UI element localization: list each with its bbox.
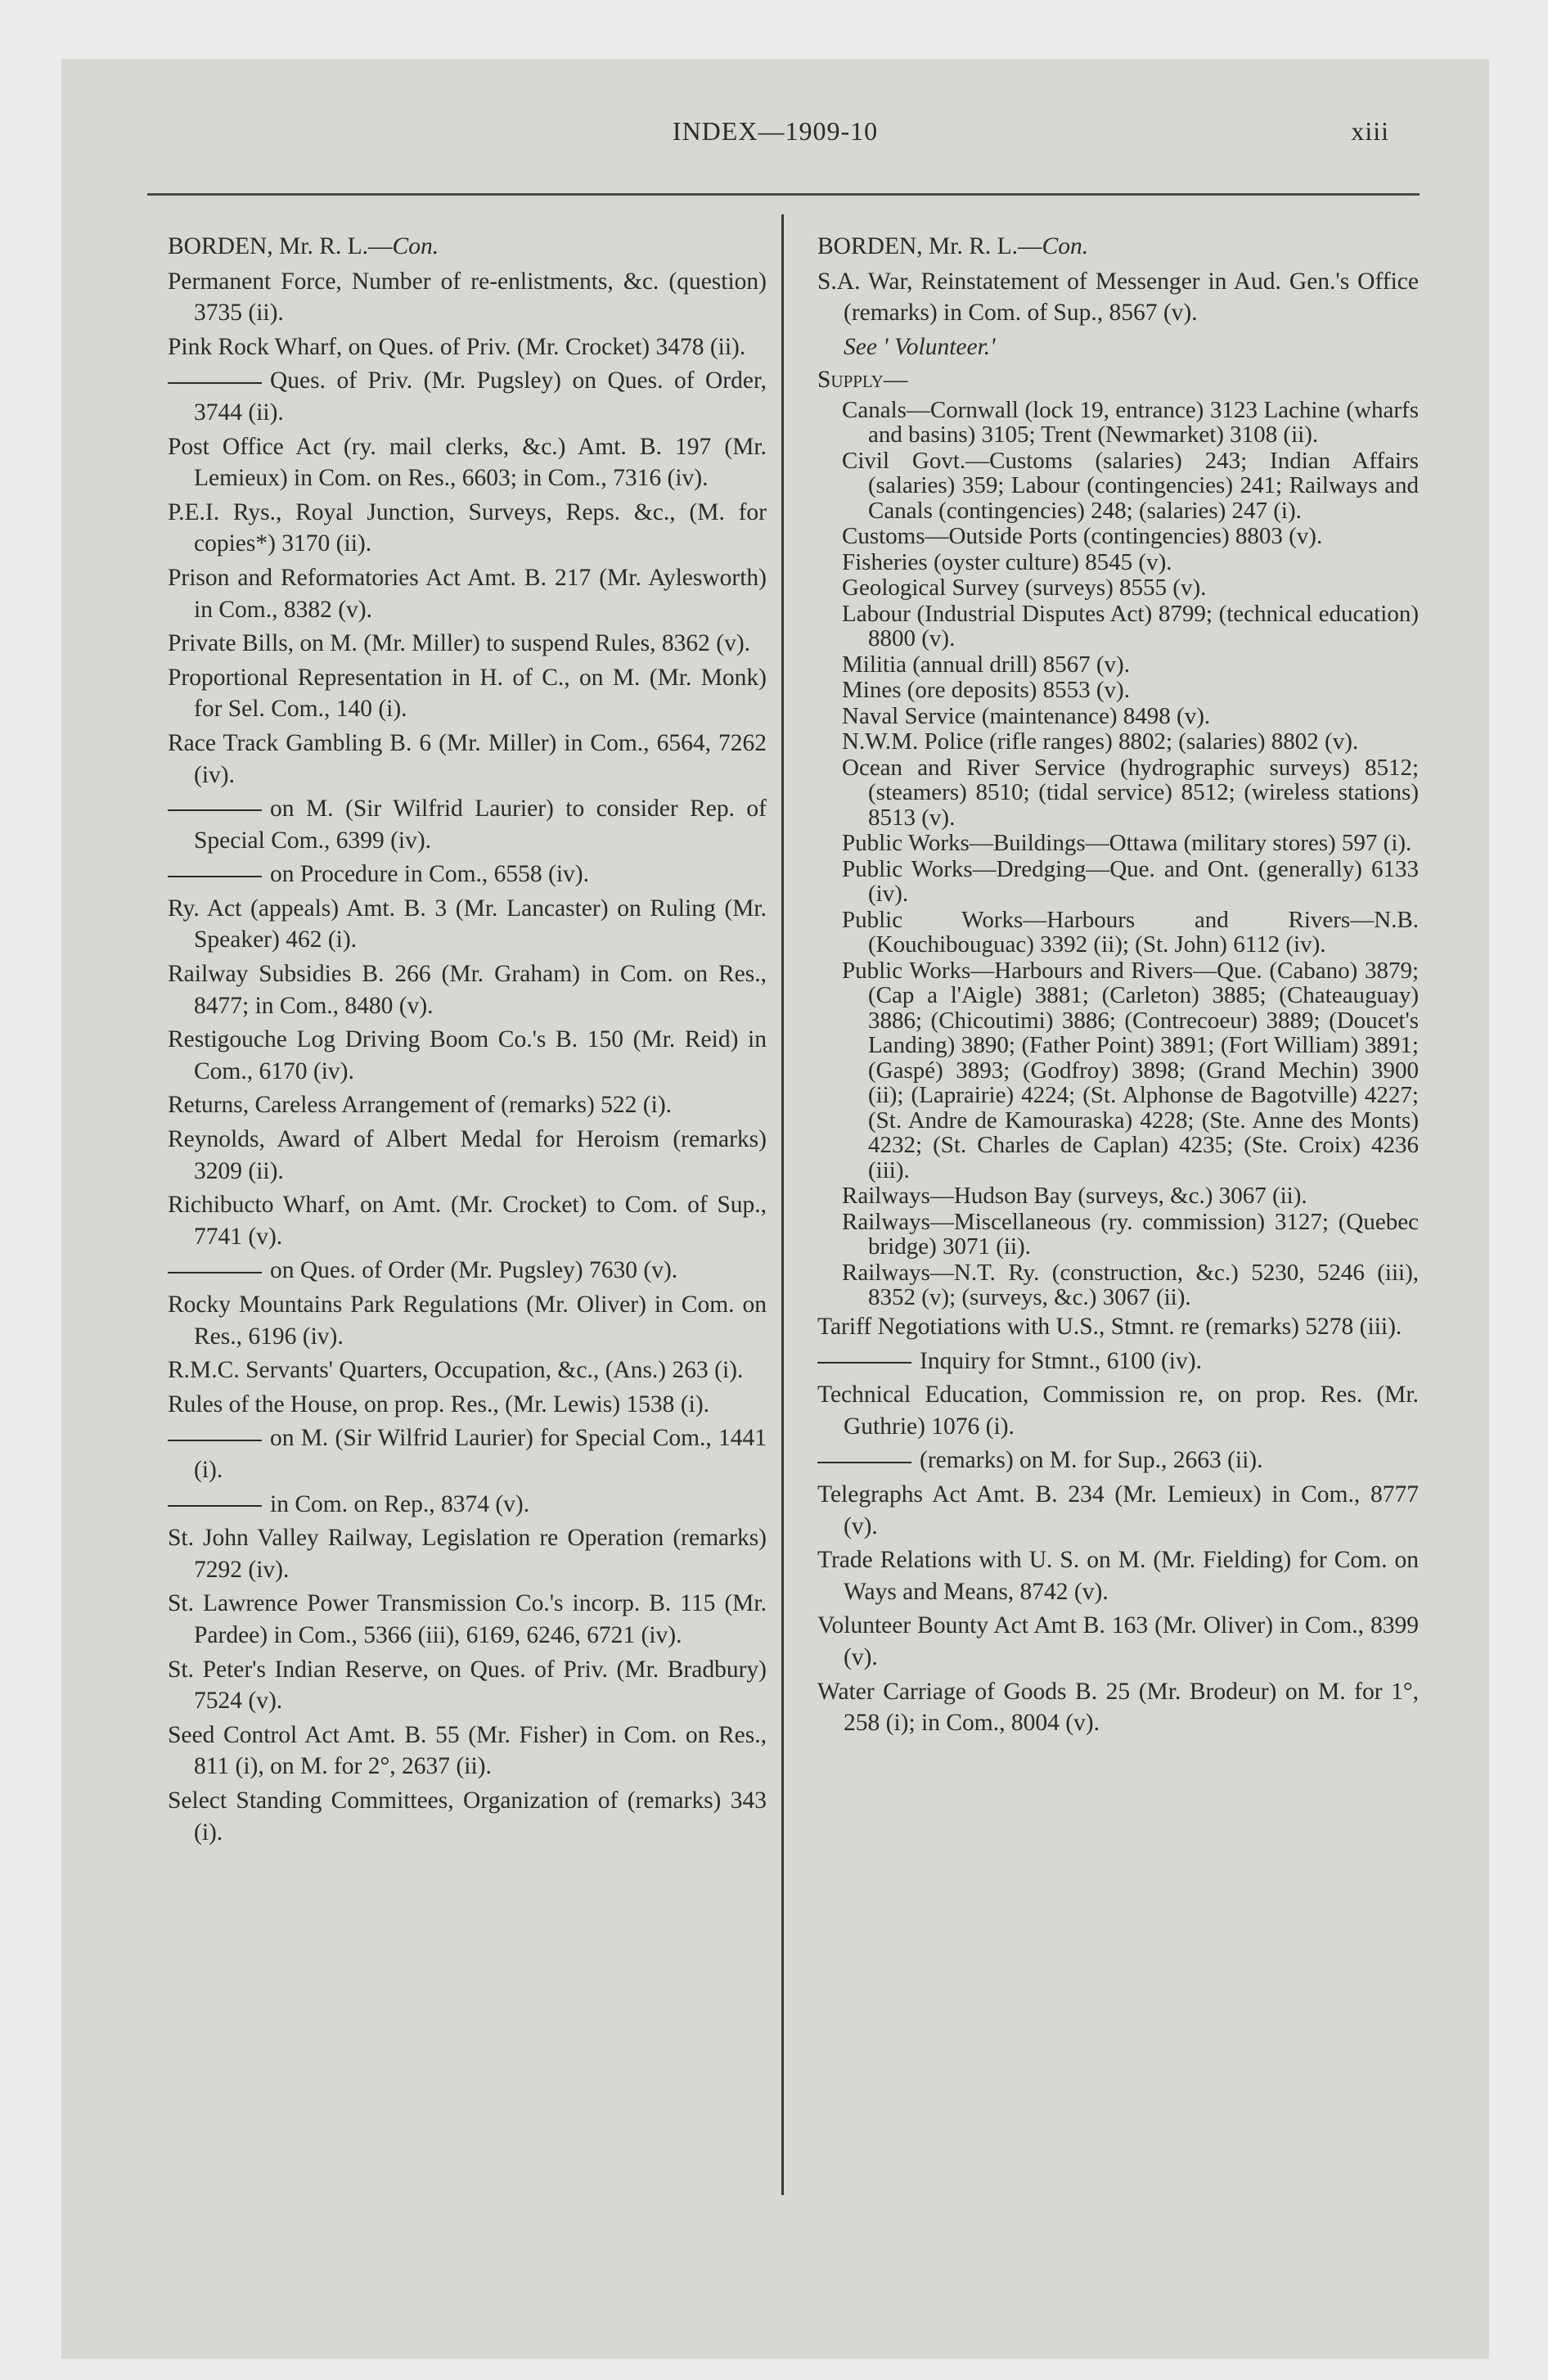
index-entry: [168, 1785, 767, 1848]
entry-text: in Com. on Rep., 8374 (v).: [270, 1490, 530, 1517]
entry-text: Volunteer Bounty Act Amt B. 163 (Mr. Oliver) in Com., 8399 (v).: [817, 1612, 1419, 1670]
index-entry: [817, 1379, 1419, 1442]
index-entry: [168, 1289, 767, 1352]
index-entry: [168, 662, 767, 725]
index-entry: [168, 331, 767, 363]
entry-text: Returns, Careless Arrangement of (remarks) 522 (i).: [168, 1092, 673, 1119]
right-column: [817, 231, 1419, 1742]
entry-text: on M. (Sir Wilfrid Laurier) for Special Com., 1441 (i).: [194, 1425, 767, 1483]
entry-text: Restigouche Log Driving Boom Co.'s B. 150 (Mr. Reid) in Com., 6170 (iv).: [168, 1026, 767, 1084]
supply-entry: Naval Service (maintenance) 8498 (v).: [842, 702, 1211, 729]
supply-entry: Customs—Outside Ports (contingencies) 8803 (v).: [842, 523, 1323, 550]
entry-text: Post Office Act (ry. mail clerks, &c.) Amt. B. 197 (Mr. Lemieux) in Com. on Res., 6603; in Com., 7316 (iv).: [168, 433, 767, 492]
repeat-dash: [168, 1440, 262, 1441]
see-reference: See ' Volunteer.': [844, 333, 996, 360]
index-page: [61, 59, 1489, 2359]
index-entry: [168, 1089, 767, 1121]
supply-entry: Public Works—Buildings—Ottawa (military stores) 597 (i).: [842, 830, 1412, 857]
index-entry: [168, 1522, 767, 1585]
entry-text: Pink Rock Wharf, on Ques. of Priv. (Mr. Crocket) 3478 (ii).: [168, 333, 746, 360]
entry-text: Inquiry for Stmnt., 6100 (iv).: [920, 1347, 1202, 1374]
index-entry: [168, 266, 767, 329]
entry-text: on Ques. of Order (Mr. Pugsley) 7630 (v).: [270, 1257, 678, 1284]
index-entry: [817, 1676, 1419, 1739]
index-entry: [168, 893, 767, 956]
supply-entry-list: [817, 398, 1419, 1310]
entry-text: Seed Control Act Amt. B. 55 (Mr. Fisher) in Com. on Res., 811 (i), on M. for 2°, 2637 (ii).: [168, 1721, 767, 1780]
repeat-dash: [168, 1505, 262, 1507]
header-rule: [147, 193, 1420, 196]
entry-text: St. Lawrence Power Transmission Co.'s incorp. B. 115 (Mr. Pardee) in Com., 5366 (iii), 6169, 6246, 6721 (iv).: [168, 1590, 767, 1648]
supply-heading: Supply—: [817, 367, 908, 394]
index-subentry: [817, 1346, 1419, 1377]
page-title: INDEX—1909-10: [672, 116, 879, 146]
index-entry: [168, 1389, 767, 1421]
supply-entry: Public Works—Harbours and Rivers—Que. (Cabano) 3879; (Cap a l'Aigle) 3881; (Carleton) 3885; (Chateauguay) 3886; (Chicoutimi) 3886; (Contrecoeur) 3889; (Doucet's Landing) 3890; (Father Point) 3891; (Fort William) 3891; (Gaspé) 3893; (Godfroy) 3898; (Grand Mechin) 3900 (ii); (Laprairie) 4224; (St. Alphonse de Bagotville) 4227; (St. Andre de Kamouraska) 4228; (Ste. Anne des Monts) 4232; (St. Charles de Caplan) 4235; (Ste. Croix) 4236 (iii).: [842, 957, 1419, 1183]
index-entry: [168, 562, 767, 625]
repeat-dash: [817, 1362, 911, 1364]
supply-entry: Public Works—Harbours and Rivers—N.B. (Kouchibouguac) 3392 (ii); (St. John) 6112 (iv).: [842, 906, 1419, 958]
index-subentry: [168, 859, 767, 890]
heading-continued: Con.: [392, 233, 439, 259]
entry-text: Reynolds, Award of Albert Medal for Heroism (remarks) 3209 (ii).: [168, 1126, 767, 1184]
entry-text: Proportional Representation in H. of C., on M. (Mr. Monk) for Sel. Com., 140 (i).: [168, 664, 767, 723]
left-entry-list: [168, 266, 767, 1849]
index-subentry: [168, 1255, 767, 1287]
column-divider: [781, 214, 784, 2195]
index-entry: [817, 1311, 1419, 1343]
entry-text: (remarks) on M. for Sup., 2663 (ii).: [920, 1447, 1263, 1474]
entry-text: Race Track Gambling B. 6 (Mr. Miller) in Com., 6564, 7262 (iv).: [168, 729, 767, 788]
entry-text: Water Carriage of Goods B. 25 (Mr. Brodeur) on M. for 1°, 258 (i); in Com., 8004 (v).: [817, 1678, 1419, 1737]
entry-text: Prison and Reformatories Act Amt. B. 217 (Mr. Aylesworth) in Com., 8382 (v).: [168, 564, 767, 623]
index-subentry: [168, 1489, 767, 1521]
supply-entry: Civil Govt.—Customs (salaries) 243; Indian Affairs (salaries) 359; Labour (contingencies) 241; Railways and Canals (contingencies) 248; (salaries) 247 (i).: [842, 447, 1419, 524]
index-subentry: [168, 793, 767, 856]
index-entry: [168, 958, 767, 1021]
supply-entry: Railways—Hudson Bay (surveys, &c.) 3067 (ii).: [842, 1183, 1307, 1210]
index-entry: [168, 497, 767, 560]
heading-name: BORDEN, Mr. R. L.—: [168, 233, 393, 259]
index-entry: [817, 1544, 1419, 1607]
index-entry: [168, 628, 767, 660]
supply-entry: Canals—Cornwall (lock 19, entrance) 3123 Lachine (wharfs and basins) 3105; Trent (Newmarket) 3108 (ii).: [842, 396, 1419, 449]
supply-entry: Mines (ore deposits) 8553 (v).: [842, 677, 1130, 704]
right-column-heading: [817, 231, 1419, 263]
entry-text: Select Standing Committees, Organization of (remarks) 343 (i).: [168, 1787, 767, 1846]
heading-name: BORDEN, Mr. R. L.—: [817, 233, 1042, 259]
entry-text: Ry. Act (appeals) Amt. B. 3 (Mr. Lancaster) on Ruling (Mr. Speaker) 462 (i).: [168, 895, 767, 953]
entry-text: St. John Valley Railway, Legislation re Operation (remarks) 7292 (iv).: [168, 1525, 767, 1583]
entry-text: Trade Relations with U. S. on M. (Mr. Fielding) for Com. on Ways and Means, 8742 (v).: [817, 1547, 1419, 1605]
entry-text: on M. (Sir Wilfrid Laurier) to consider Rep. of Special Com., 6399 (iv).: [194, 796, 767, 854]
left-column-heading: [168, 231, 767, 263]
entry-text: R.M.C. Servants' Quarters, Occupation, &c., (Ans.) 263 (i).: [168, 1357, 744, 1384]
entry-text: Telegraphs Act Amt. B. 234 (Mr. Lemieux) in Com., 8777 (v).: [817, 1481, 1419, 1539]
index-entry: [168, 431, 767, 494]
index-subentry: [817, 1445, 1419, 1476]
supply-entry: Militia (annual drill) 8567 (v).: [842, 651, 1130, 678]
index-entry: [817, 1610, 1419, 1673]
index-entry: [168, 1588, 767, 1651]
entry-text: Rocky Mountains Park Regulations (Mr. Oliver) in Com. on Res., 6196 (iv).: [168, 1291, 767, 1350]
repeat-dash: [168, 809, 262, 811]
index-entry: [168, 1189, 767, 1252]
entry-text: P.E.I. Rys., Royal Junction, Surveys, Reps. &c., (M. for copies*) 3170 (ii).: [168, 498, 767, 557]
index-entry: [168, 1024, 767, 1087]
index-subentry: [168, 1422, 767, 1485]
entry-text: Technical Education, Commission re, on prop. Res. (Mr. Guthrie) 1076 (i).: [817, 1382, 1419, 1440]
supply-entry: Ocean and River Service (hydrographic surveys) 8512; (steamers) 8510; (tidal service) 8512; (wireless stations) 8513 (v).: [842, 754, 1419, 831]
index-entry: [168, 1124, 767, 1187]
supply-entry: Geological Survey (surveys) 8555 (v).: [842, 575, 1207, 602]
entry-text: Tariff Negotiations with U.S., Stmnt. re (remarks) 5278 (iii).: [817, 1313, 1402, 1340]
left-column: [168, 231, 767, 1850]
entry-text: Ques. of Priv. (Mr. Pugsley) on Ques. of Order, 3744 (ii).: [194, 367, 767, 426]
entry-text: Railway Subsidies B. 266 (Mr. Graham) in Com. on Res., 8477; in Com., 8480 (v).: [168, 961, 767, 1019]
repeat-dash: [168, 382, 262, 384]
supply-entry: N.W.M. Police (rifle ranges) 8802; (salaries) 8802 (v).: [842, 728, 1359, 755]
page-header: [61, 116, 1489, 165]
index-entry: [168, 1720, 767, 1783]
index-entry: [817, 1479, 1419, 1542]
right-entry-list: [817, 1311, 1419, 1739]
index-entry: [168, 728, 767, 791]
index-entry: [168, 1355, 767, 1386]
heading-continued: Con.: [1042, 233, 1089, 259]
supply-entry: Labour (Industrial Disputes Act) 8799; (technical education) 8800 (v).: [842, 600, 1419, 652]
entry-text: Permanent Force, Number of re-enlistments, &c. (question) 3735 (ii).: [168, 268, 767, 327]
index-subentry: [168, 365, 767, 428]
entry-text: on Procedure in Com., 6558 (iv).: [270, 861, 589, 888]
repeat-dash: [168, 1272, 262, 1273]
entry-text: St. Peter's Indian Reserve, on Ques. of Priv. (Mr. Bradbury) 7524 (v).: [168, 1656, 767, 1715]
entry-text: Richibucto Wharf, on Amt. (Mr. Crocket) to Com. of Sup., 7741 (v).: [168, 1192, 767, 1250]
index-entry: S.A. War, Reinstatement of Messenger in Aud. Gen.'s Office (remarks) in Com. of Sup., 8567 (v).: [817, 268, 1419, 327]
supply-entry: Public Works—Dredging—Que. and Ont. (generally) 6133 (iv).: [842, 855, 1419, 908]
supply-entry: Fisheries (oyster culture) 8545 (v).: [842, 548, 1172, 575]
repeat-dash: [817, 1462, 911, 1463]
entry-text: Private Bills, on M. (Mr. Miller) to suspend Rules, 8362 (v).: [168, 630, 751, 657]
repeat-dash: [168, 876, 262, 877]
page-number: xiii: [1351, 116, 1389, 146]
entry-text: Rules of the House, on prop. Res., (Mr. Lewis) 1538 (i).: [168, 1391, 710, 1418]
index-entry: [168, 1654, 767, 1717]
supply-entry: Railways—Miscellaneous (ry. commission) 3127; (Quebec bridge) 3071 (ii).: [842, 1208, 1419, 1260]
supply-entry: Railways—N.T. Ry. (construction, &c.) 5230, 5246 (iii), 8352 (v); (surveys, &c.) 3067 (ii).: [842, 1259, 1419, 1311]
